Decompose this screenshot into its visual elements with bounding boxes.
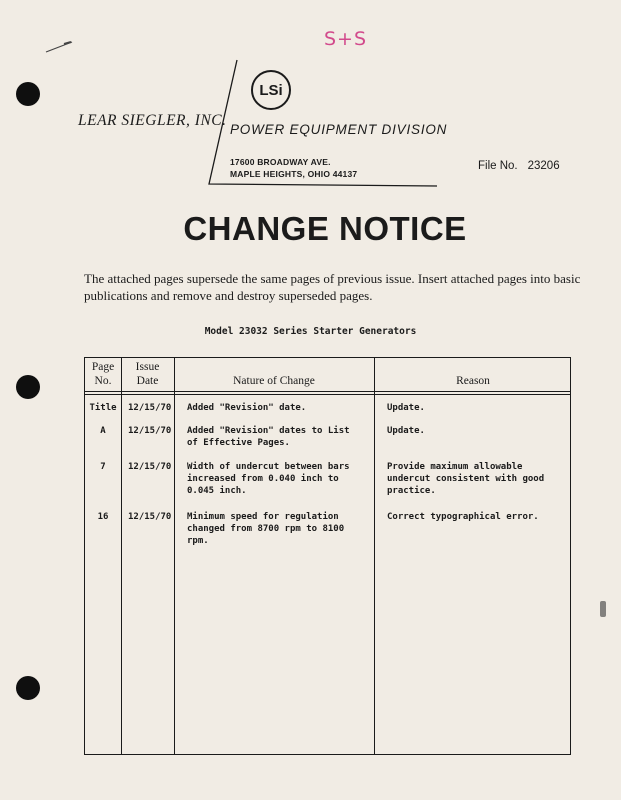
- row-1-nature: Added "Revision" date.: [187, 403, 307, 413]
- lsi-logo: LSi: [251, 70, 291, 110]
- address: [230, 157, 357, 180]
- margin-mark: [600, 601, 606, 617]
- pen-mark: [44, 40, 74, 54]
- page-title: CHANGE NOTICE: [183, 210, 467, 247]
- header-reason: Reason: [456, 375, 490, 387]
- row-2-date: 12/15/70: [128, 426, 172, 436]
- binder-hole-bottom: [16, 676, 40, 700]
- division-name: POWER EQUIPMENT DIVISION: [230, 122, 448, 137]
- row-1-date: 12/15/70: [128, 403, 172, 413]
- row-1-page: Title: [89, 403, 117, 413]
- row-4-page: 16: [97, 512, 109, 522]
- column-divider: [374, 358, 375, 754]
- row-4-reason: Correct typographical error.: [387, 512, 539, 522]
- file-number-value: 23206: [527, 160, 560, 172]
- row-3-page: 7: [100, 462, 106, 472]
- address-line-1: 17600 BROADWAY AVE.: [230, 157, 331, 167]
- column-divider: [174, 358, 175, 754]
- header-divider: [85, 391, 570, 392]
- header-divider: [85, 394, 570, 395]
- address-line-2: MAPLE HEIGHTS, OHIO 44137: [230, 168, 358, 179]
- row-3-date: 12/15/70: [128, 462, 172, 472]
- file-number-label: File No.: [478, 160, 518, 172]
- row-1-reason: Update.: [387, 403, 425, 413]
- row-4-date: 12/15/70: [128, 512, 172, 522]
- row-3-reason: Provide maximum allowable undercut consistent with good practice.: [387, 462, 545, 496]
- row-2-nature: Added "Revision" dates to List of Effective Pages.: [187, 426, 350, 448]
- header-page-no: Page No.: [91, 361, 115, 387]
- header-issue-date: Issue Date: [135, 361, 160, 387]
- row-4-nature: Minimum speed for regulation changed from 8700 rpm to 8100 rpm.: [187, 512, 345, 546]
- company-name: LEAR SIEGLER, INC.: [78, 112, 227, 129]
- row-2-page: A: [100, 426, 106, 436]
- header-nature-of-change: Nature of Change: [233, 375, 315, 387]
- handwritten-annotation: S+S: [324, 28, 368, 50]
- change-table: [84, 357, 571, 755]
- row-3-nature: Width of undercut between bars increased from 0.040 inch to 0.045 inch.: [187, 462, 350, 496]
- binder-hole-middle: [16, 375, 40, 399]
- row-2-reason: Update.: [387, 426, 425, 436]
- binder-hole-top: [16, 82, 40, 106]
- file-number: [478, 160, 560, 172]
- column-divider: [121, 358, 122, 754]
- intro-paragraph: The attached pages supersede the same pages of previous issue. Insert attached pages into basic publications and remove and destroy superseded pages.: [84, 271, 581, 303]
- model-caption: Model 23032 Series Starter Generators: [204, 326, 417, 337]
